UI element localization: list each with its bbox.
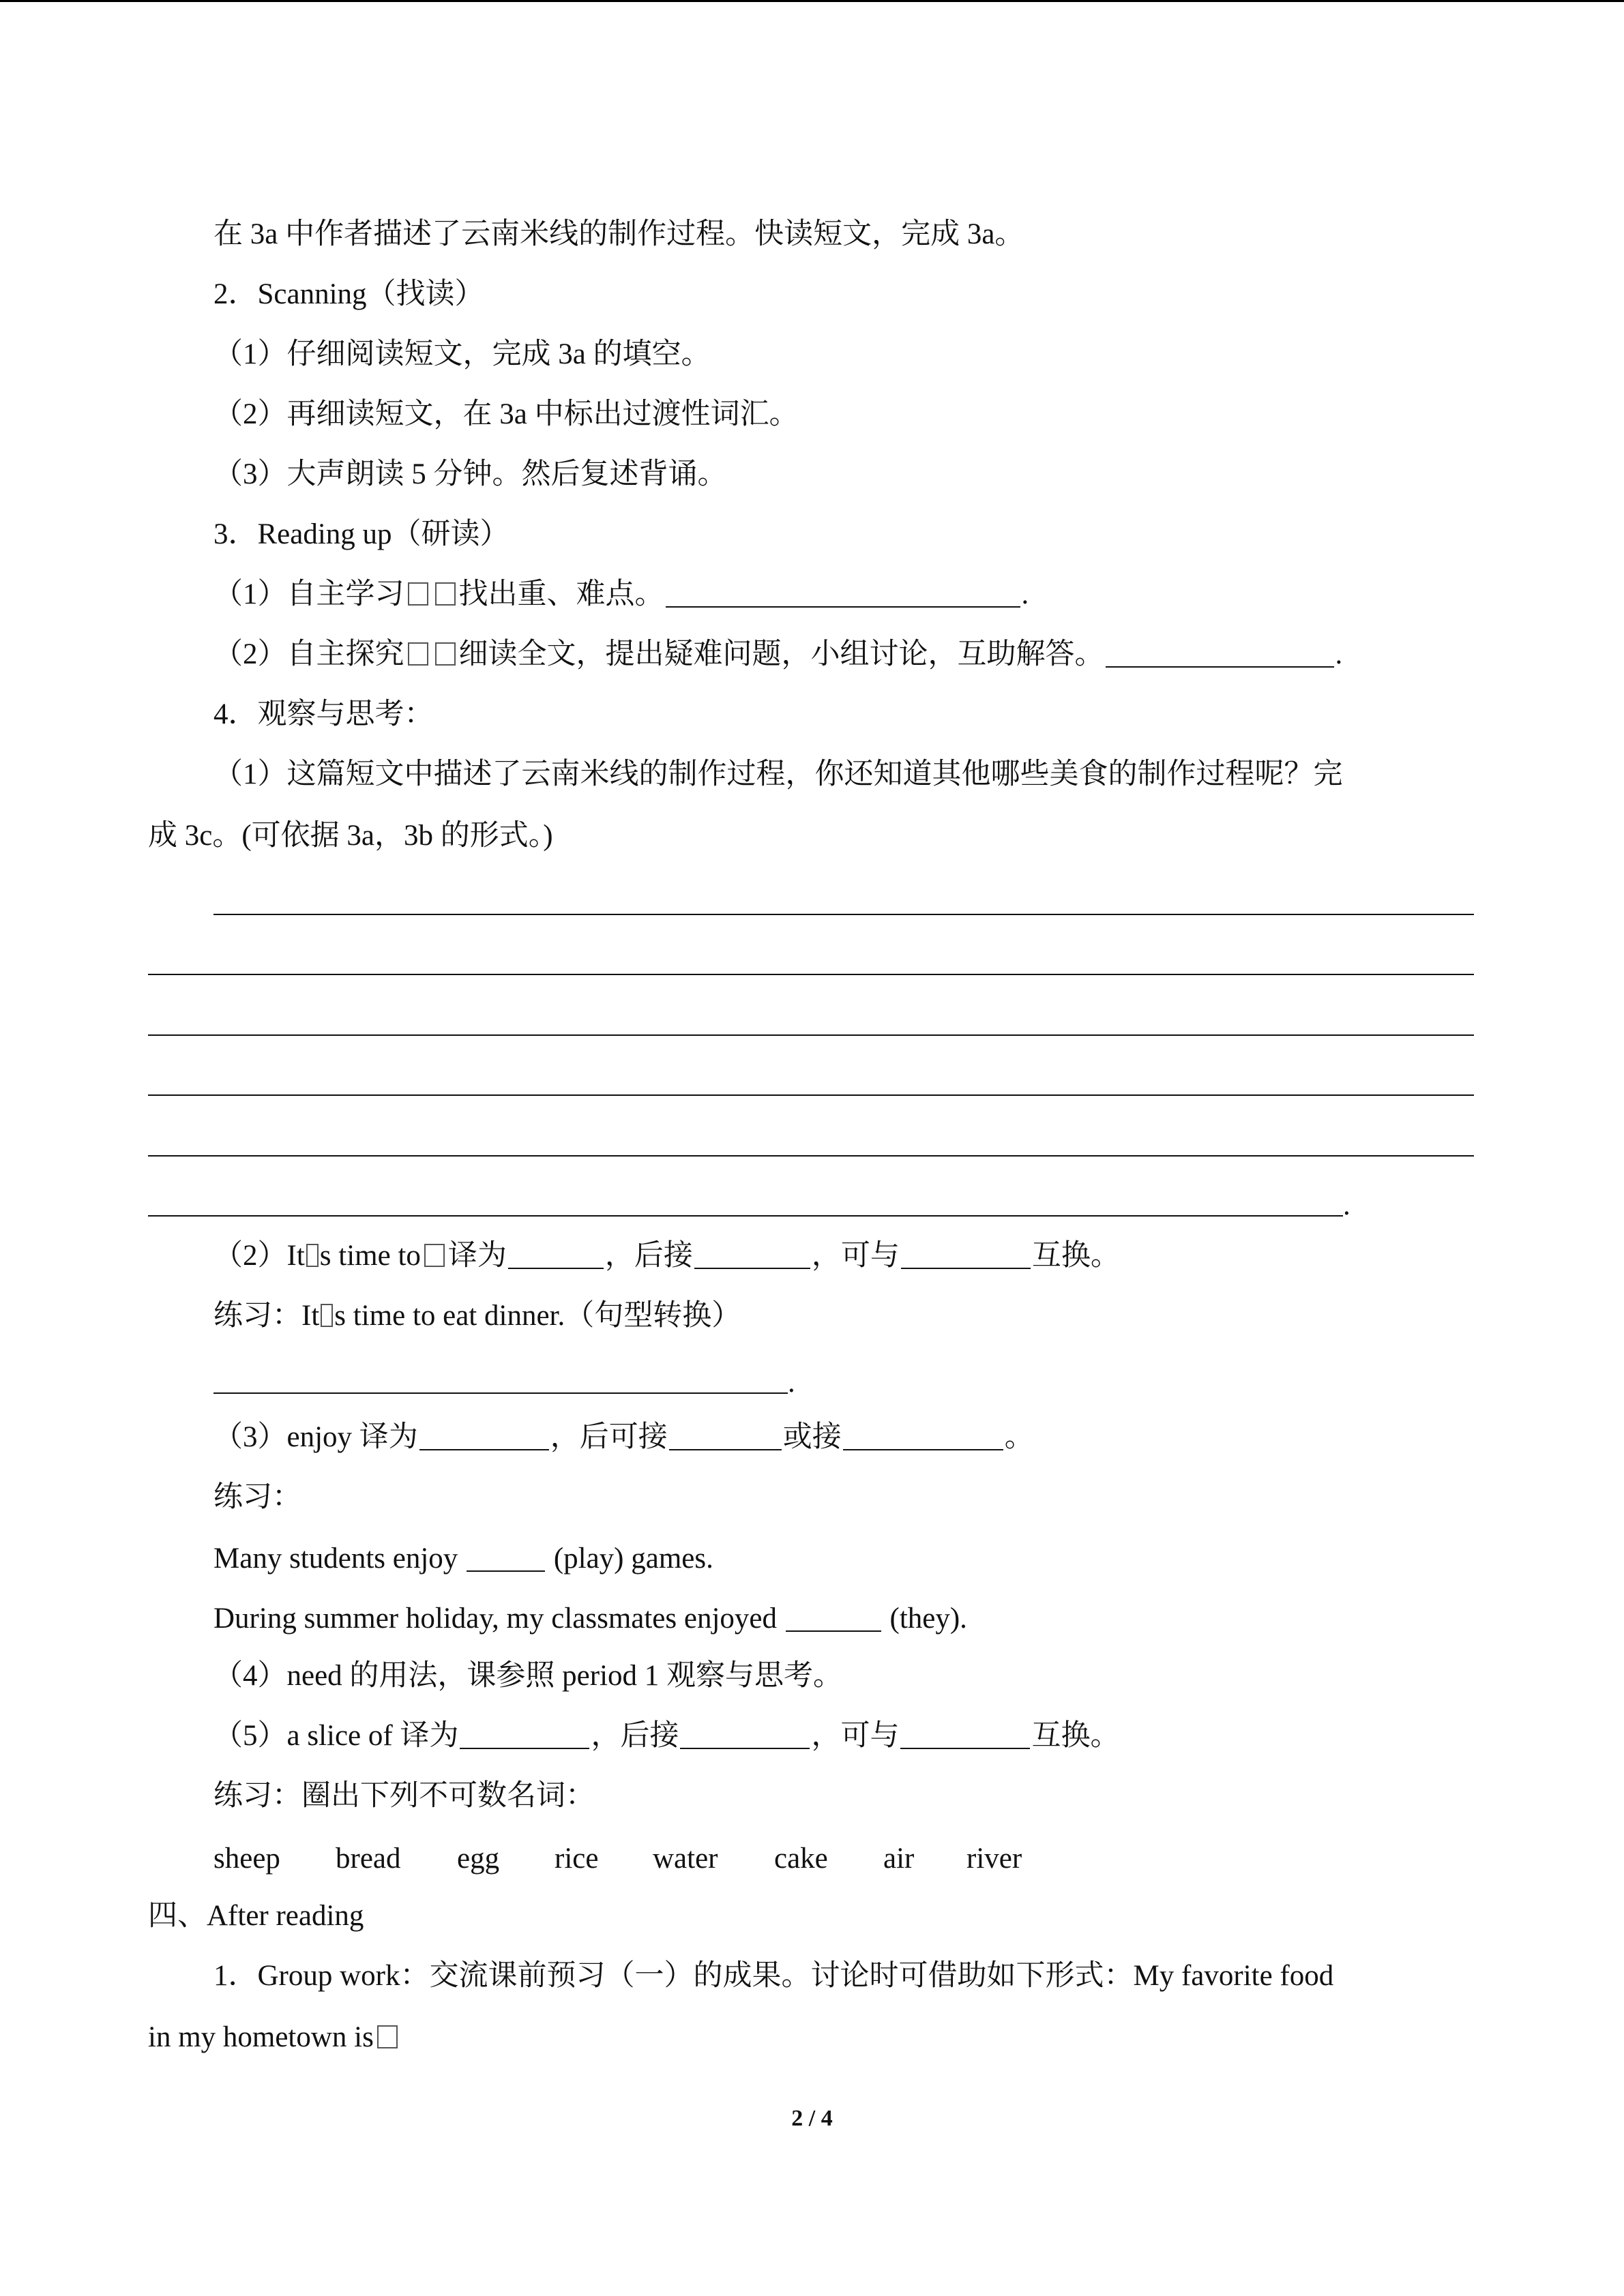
answer-blank[interactable] <box>694 1240 810 1269</box>
text-line: 练习：It s time to eat dinner.（句型转换） <box>213 1300 741 1332</box>
word-cake[interactable]: cake <box>774 1843 828 1875</box>
text-line: 练习：圈出下列不可数名词： <box>213 1780 595 1812</box>
period: . <box>788 1367 795 1399</box>
text-line: （3）大声朗读 5 分钟。然后复述背诵。 <box>213 458 727 490</box>
text-line: （4）need 的用法，课参照 period 1 观察与思考。 <box>213 1660 843 1692</box>
page-number: 2 / 4 <box>791 2106 833 2131</box>
text-line: （1）这篇短文中描述了云南米线的制作过程，你还知道其他哪些美食的制作过程呢？完 <box>213 758 1343 790</box>
word-egg[interactable]: egg <box>457 1843 500 1875</box>
placeholder-box <box>424 1244 445 1267</box>
answer-blank[interactable] <box>900 1720 1030 1749</box>
answer-blank[interactable] <box>460 1720 589 1749</box>
placeholder-box <box>377 2025 398 2048</box>
word-water[interactable]: water <box>653 1843 718 1875</box>
placeholder-box <box>408 642 428 666</box>
text-line: （5）a slice of 译为 ，后接 ，可与 互换。 <box>213 1720 1120 1752</box>
text-line: （2）It s time to 译为 ，后接 ，可与 互换。 <box>213 1240 1120 1272</box>
text-line: in my hometown is <box>148 2017 401 2058</box>
heading-scanning: 2．Scanning（找读） <box>213 278 484 310</box>
text-line: （2）再细读短文，在 3a 中标出过渡性词汇。 <box>213 398 799 430</box>
answer-blank[interactable] <box>666 579 1020 608</box>
word-rice[interactable]: rice <box>555 1843 599 1875</box>
text-line: 练习： <box>213 1481 301 1513</box>
text-line: （2）自主探究 细读全文，提出疑难问题，小组讨论，互助解答。 . <box>213 638 1343 670</box>
answer-blank[interactable] <box>467 1543 545 1572</box>
text-line: （1）仔细阅读短文，完成 3a 的填空。 <box>213 338 711 370</box>
writing-line[interactable] <box>148 974 1474 975</box>
writing-line[interactable] <box>213 914 1474 915</box>
answer-blank[interactable] <box>680 1720 810 1749</box>
writing-line[interactable] <box>148 1215 1343 1217</box>
word-river[interactable]: river <box>966 1843 1022 1875</box>
page-top-border <box>0 0 1624 2</box>
writing-line[interactable] <box>213 1392 788 1394</box>
answer-blank[interactable] <box>1106 639 1334 668</box>
word-bread[interactable]: bread <box>336 1843 401 1875</box>
section-heading: 四、After reading <box>148 1900 364 1932</box>
answer-blank[interactable] <box>508 1240 604 1269</box>
answer-blank[interactable] <box>901 1240 1031 1269</box>
text-line: 成 3c。(可依据 3a，3b 的形式。) <box>148 820 553 852</box>
text-line: （1）自主学习 找出重、难点。 . <box>213 578 1029 610</box>
answer-blank[interactable] <box>786 1603 881 1632</box>
writing-line[interactable] <box>148 1094 1474 1096</box>
placeholder-box <box>321 1304 333 1327</box>
word-sheep[interactable]: sheep <box>213 1843 280 1875</box>
answer-blank[interactable] <box>669 1422 782 1450</box>
period: . <box>1343 1189 1350 1221</box>
heading-reading-up: 3．Reading up（研读） <box>213 518 510 550</box>
answer-blank[interactable] <box>843 1422 1003 1450</box>
writing-line[interactable] <box>148 1034 1474 1036</box>
heading-observe-think: 4．观察与思考： <box>213 698 434 730</box>
placeholder-box <box>435 582 456 606</box>
placeholder-box <box>306 1244 319 1267</box>
placeholder-box <box>408 582 428 606</box>
exercise-line: During summer holiday, my classmates enjoyed (they). <box>213 1602 967 1635</box>
text-line: 1．Group work：交流课前预习（一）的成果。讨论时可借助如下形式：My favorite food <box>213 1960 1334 1992</box>
text-line: 在 3a 中作者描述了云南米线的制作过程。快读短文，完成 3a。 <box>213 218 1024 250</box>
answer-blank[interactable] <box>419 1422 549 1450</box>
exercise-line: Many students enjoy (play) games. <box>213 1542 713 1575</box>
writing-line[interactable] <box>148 1155 1474 1157</box>
text-line: （3）enjoy 译为 ，后可接 或接 。 <box>213 1421 1034 1453</box>
word-air[interactable]: air <box>883 1843 915 1875</box>
placeholder-box <box>435 642 456 666</box>
